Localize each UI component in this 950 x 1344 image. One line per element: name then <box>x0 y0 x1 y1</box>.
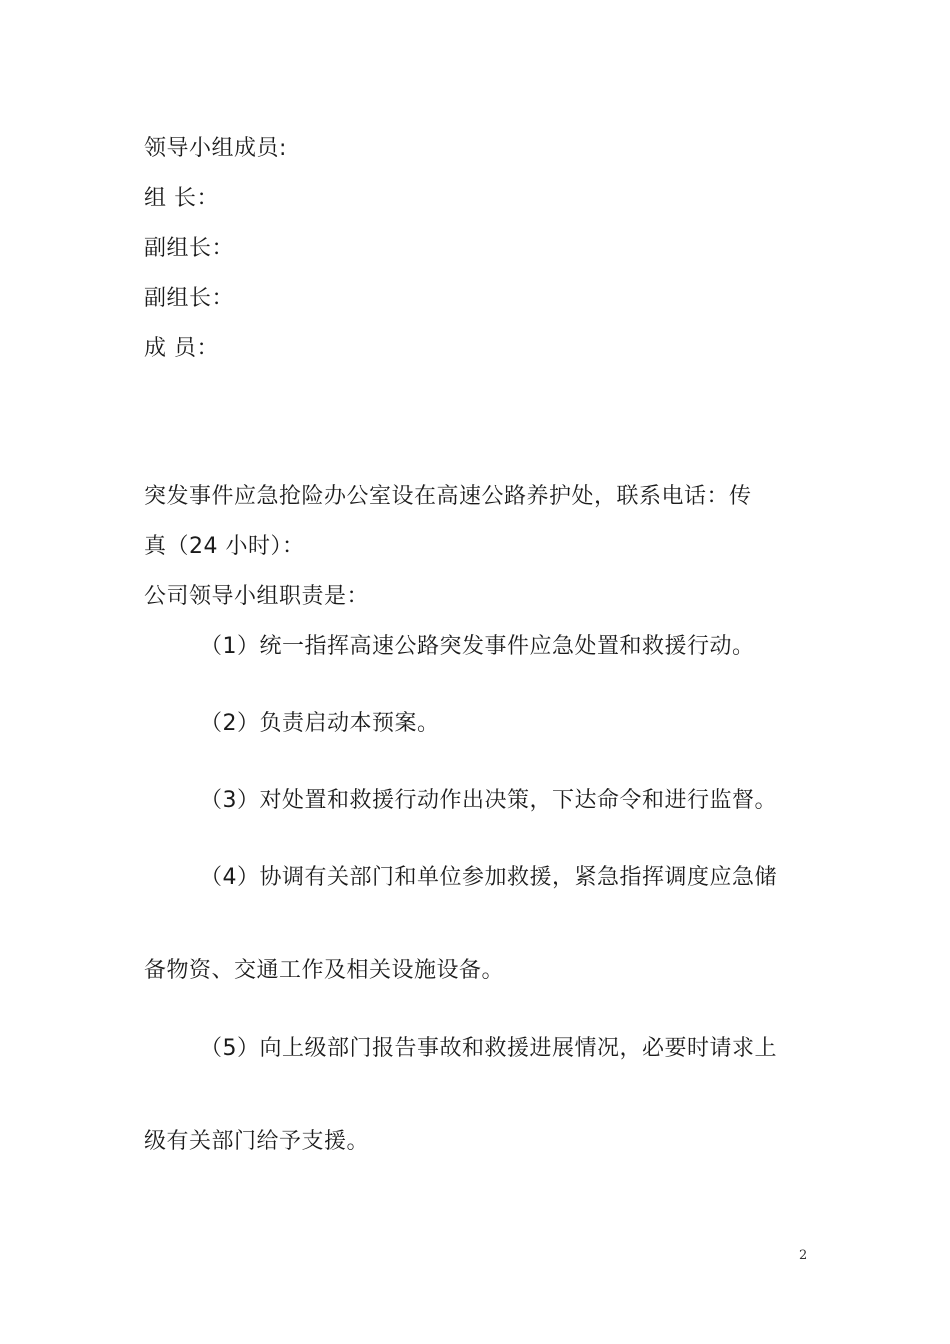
duty-item-5-line-1: （5）向上级部门报告事故和救援进展情况，必要时请求上 <box>200 1036 777 1061</box>
deputy-leader-label-2: 副组长： <box>144 286 235 311</box>
member-label: 成 员： <box>144 336 219 361</box>
duty-item-4-line-1: （4）协调有关部门和单位参加救援，紧急指挥调度应急储 <box>200 865 777 890</box>
duties-heading: 公司领导小组职责是： <box>144 584 370 609</box>
duty-item-5-line-2: 级有关部门给予支援。 <box>144 1129 370 1154</box>
duty-item-3: （3）对处置和救援行动作出决策，下达命令和进行监督。 <box>200 788 777 813</box>
members-heading: 领导小组成员: <box>144 136 287 161</box>
duty-item-1: （1）统一指挥高速公路突发事件应急处置和救援行动。 <box>200 634 755 659</box>
leader-label: 组 长： <box>144 186 219 211</box>
office-info-line-2: 真（24 小时）： <box>144 534 305 559</box>
deputy-leader-label-1: 副组长： <box>144 236 235 261</box>
duty-item-4-line-2: 备物资、交通工作及相关设施设备。 <box>144 958 505 983</box>
duty-item-2: （2）负责启动本预案。 <box>200 711 440 736</box>
office-info-line-1: 突发事件应急抢险办公室设在高速公路养护处，联系电话：传 <box>144 484 752 509</box>
page-number: 2 <box>799 1248 808 1263</box>
